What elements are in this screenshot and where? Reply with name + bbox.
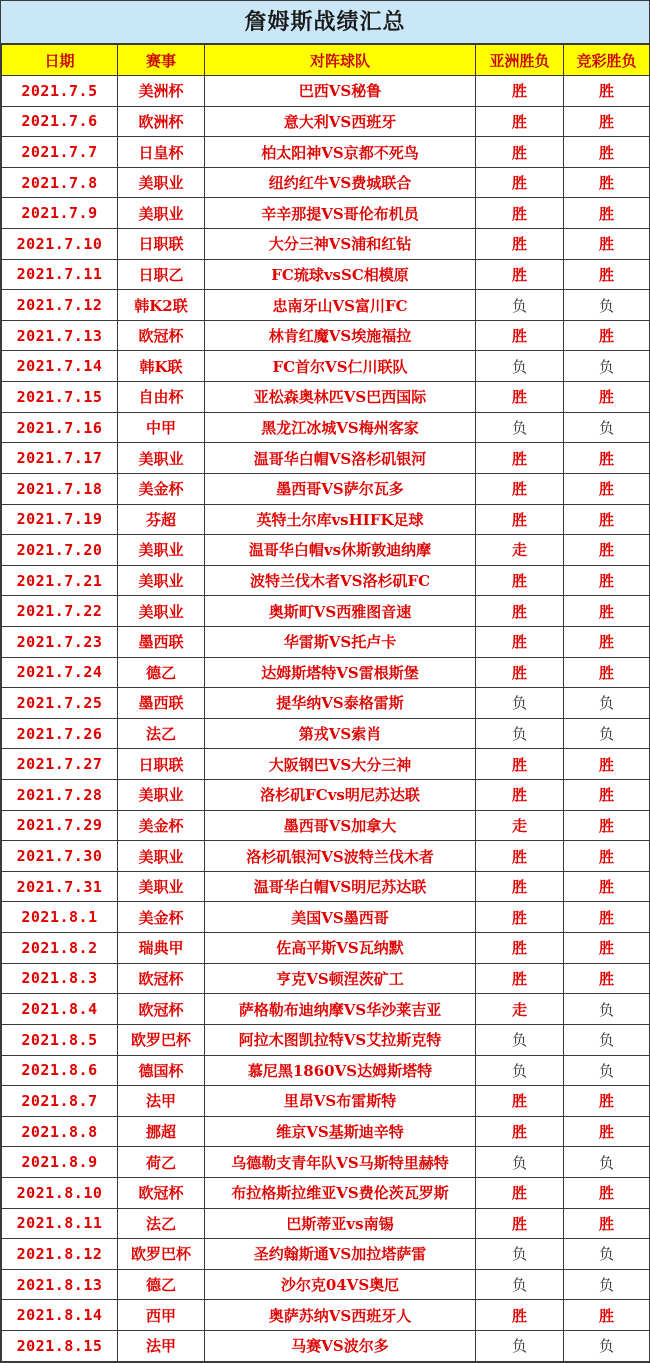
table-row [2, 1330, 650, 1361]
matchup-cell: 亚松森奥林匹VS巴西国际 [205, 382, 476, 413]
table-row [2, 535, 650, 566]
lottery-result-cell: 胜 [564, 1208, 650, 1239]
competition-cell: 德国杯 [118, 1055, 205, 1086]
competition-cell: 美职业 [118, 596, 205, 627]
date-cell: 2021.8.8 [2, 1116, 118, 1147]
table-row [2, 1147, 650, 1178]
lottery-result-cell: 胜 [564, 1300, 650, 1331]
table-row [2, 1024, 650, 1055]
asian-result-cell: 胜 [476, 473, 564, 504]
competition-cell: 美洲杯 [118, 76, 205, 107]
date-cell: 2021.7.29 [2, 810, 118, 841]
header-competition: 赛事 [118, 45, 205, 76]
table-row [2, 933, 650, 964]
date-cell: 2021.7.31 [2, 871, 118, 902]
matchup-cell: 巴斯蒂亚vs南锡 [205, 1208, 476, 1239]
date-cell: 2021.8.13 [2, 1269, 118, 1300]
asian-result-cell: 负 [476, 688, 564, 719]
lottery-result-cell: 负 [564, 290, 650, 321]
table-row [2, 1086, 650, 1117]
competition-cell: 美职业 [118, 841, 205, 872]
matchup-cell: 大分三神VS浦和红钻 [205, 229, 476, 260]
matchup-cell: 柏太阳神VS京都不死鸟 [205, 137, 476, 168]
competition-cell: 法甲 [118, 1086, 205, 1117]
date-cell: 2021.8.15 [2, 1330, 118, 1361]
matchup-cell: 洛杉矶银河VS波特兰伐木者 [205, 841, 476, 872]
lottery-result-cell: 胜 [564, 76, 650, 107]
asian-result-cell: 胜 [476, 504, 564, 535]
competition-cell: 墨西联 [118, 626, 205, 657]
results-table [1, 44, 650, 1362]
asian-result-cell: 胜 [476, 871, 564, 902]
table-row [2, 412, 650, 443]
asian-result-cell: 胜 [476, 443, 564, 474]
lottery-result-cell: 胜 [564, 198, 650, 229]
matchup-cell: 达姆斯塔特VS雷根斯堡 [205, 657, 476, 688]
lottery-result-cell: 负 [564, 1024, 650, 1055]
asian-result-cell: 胜 [476, 229, 564, 260]
date-cell: 2021.7.22 [2, 596, 118, 627]
table-row [2, 902, 650, 933]
competition-cell: 美职业 [118, 198, 205, 229]
matchup-cell: 忠南牙山VS富川FC [205, 290, 476, 321]
date-cell: 2021.8.2 [2, 933, 118, 964]
table-row [2, 198, 650, 229]
lottery-result-cell: 胜 [564, 810, 650, 841]
asian-result-cell: 胜 [476, 320, 564, 351]
date-cell: 2021.8.10 [2, 1177, 118, 1208]
competition-cell: 西甲 [118, 1300, 205, 1331]
asian-result-cell: 胜 [476, 1116, 564, 1147]
asian-result-cell: 负 [476, 290, 564, 321]
lottery-result-cell: 胜 [564, 137, 650, 168]
asian-result-cell: 胜 [476, 1177, 564, 1208]
header-date: 日期 [2, 45, 118, 76]
date-cell: 2021.8.12 [2, 1239, 118, 1270]
lottery-result-cell: 胜 [564, 841, 650, 872]
competition-cell: 法甲 [118, 1330, 205, 1361]
date-cell: 2021.8.14 [2, 1300, 118, 1331]
table-row [2, 841, 650, 872]
competition-cell: 美金杯 [118, 902, 205, 933]
table-row [2, 810, 650, 841]
competition-cell: 挪超 [118, 1116, 205, 1147]
matchup-cell: 美国VS墨西哥 [205, 902, 476, 933]
lottery-result-cell: 胜 [564, 749, 650, 780]
table-row [2, 749, 650, 780]
asian-result-cell: 胜 [476, 626, 564, 657]
table-row [2, 1269, 650, 1300]
competition-cell: 美职业 [118, 443, 205, 474]
competition-cell: 德乙 [118, 657, 205, 688]
lottery-result-cell: 胜 [564, 106, 650, 137]
date-cell: 2021.7.9 [2, 198, 118, 229]
date-cell: 2021.7.26 [2, 718, 118, 749]
asian-result-cell: 胜 [476, 382, 564, 413]
matchup-cell: 阿拉木图凯拉特VS艾拉斯克特 [205, 1024, 476, 1055]
date-cell: 2021.8.3 [2, 963, 118, 994]
table-row [2, 1300, 650, 1331]
matchup-cell: 提华纳VS泰格雷斯 [205, 688, 476, 719]
competition-cell: 欧冠杯 [118, 320, 205, 351]
date-cell: 2021.8.9 [2, 1147, 118, 1178]
asian-result-cell: 走 [476, 810, 564, 841]
competition-cell: 法乙 [118, 1208, 205, 1239]
asian-result-cell: 负 [476, 1330, 564, 1361]
table-row [2, 963, 650, 994]
competition-cell: 欧冠杯 [118, 963, 205, 994]
asian-result-cell: 胜 [476, 167, 564, 198]
matchup-cell: 亨克VS顿涅茨矿工 [205, 963, 476, 994]
asian-result-cell: 负 [476, 351, 564, 382]
header-lottery-result: 竞彩胜负 [564, 45, 650, 76]
competition-cell: 美金杯 [118, 810, 205, 841]
asian-result-cell: 胜 [476, 1208, 564, 1239]
matchup-cell: FC首尔VS仁川联队 [205, 351, 476, 382]
header-row [2, 45, 650, 76]
asian-result-cell: 胜 [476, 933, 564, 964]
competition-cell: 日职联 [118, 749, 205, 780]
table-row [2, 473, 650, 504]
matchup-cell: FC琉球vsSC相模原 [205, 259, 476, 290]
asian-result-cell: 胜 [476, 841, 564, 872]
date-cell: 2021.7.27 [2, 749, 118, 780]
competition-cell: 欧冠杯 [118, 994, 205, 1025]
table-row [2, 565, 650, 596]
date-cell: 2021.7.20 [2, 535, 118, 566]
asian-result-cell: 负 [476, 1024, 564, 1055]
date-cell: 2021.8.7 [2, 1086, 118, 1117]
competition-cell: 荷乙 [118, 1147, 205, 1178]
asian-result-cell: 负 [476, 1147, 564, 1178]
matchup-cell: 英特土尔库vsHIFK足球 [205, 504, 476, 535]
competition-cell: 法乙 [118, 718, 205, 749]
lottery-result-cell: 胜 [564, 626, 650, 657]
matchup-cell: 维京VS基斯迪辛特 [205, 1116, 476, 1147]
matchup-cell: 华雷斯VS托卢卡 [205, 626, 476, 657]
lottery-result-cell: 胜 [564, 443, 650, 474]
matchup-cell: 温哥华白帽VS明尼苏达联 [205, 871, 476, 902]
lottery-result-cell: 胜 [564, 1177, 650, 1208]
lottery-result-cell: 负 [564, 1147, 650, 1178]
matchup-cell: 意大利VS西班牙 [205, 106, 476, 137]
date-cell: 2021.7.23 [2, 626, 118, 657]
matchup-cell: 黑龙江冰城VS梅州客家 [205, 412, 476, 443]
table-row [2, 320, 650, 351]
table-row [2, 1055, 650, 1086]
date-cell: 2021.7.7 [2, 137, 118, 168]
competition-cell: 德乙 [118, 1269, 205, 1300]
lottery-result-cell: 负 [564, 1055, 650, 1086]
lottery-result-cell: 胜 [564, 963, 650, 994]
table-row [2, 871, 650, 902]
lottery-result-cell: 胜 [564, 382, 650, 413]
matchup-cell: 墨西哥VS萨尔瓦多 [205, 473, 476, 504]
asian-result-cell: 胜 [476, 76, 564, 107]
competition-cell: 韩K联 [118, 351, 205, 382]
competition-cell: 日职乙 [118, 259, 205, 290]
lottery-result-cell: 胜 [564, 229, 650, 260]
matchup-cell: 巴西VS秘鲁 [205, 76, 476, 107]
lottery-result-cell: 胜 [564, 1116, 650, 1147]
table-row [2, 229, 650, 260]
asian-result-cell: 胜 [476, 565, 564, 596]
competition-cell: 中甲 [118, 412, 205, 443]
matchup-cell: 圣约翰斯通VS加拉塔萨雷 [205, 1239, 476, 1270]
lottery-result-cell: 负 [564, 412, 650, 443]
table-row [2, 351, 650, 382]
matchup-cell: 墨西哥VS加拿大 [205, 810, 476, 841]
competition-cell: 美金杯 [118, 473, 205, 504]
lottery-result-cell: 负 [564, 1330, 650, 1361]
date-cell: 2021.7.24 [2, 657, 118, 688]
competition-cell: 美职业 [118, 565, 205, 596]
asian-result-cell: 胜 [476, 657, 564, 688]
table-row [2, 1208, 650, 1239]
date-cell: 2021.7.6 [2, 106, 118, 137]
matchup-cell: 洛杉矶FCvs明尼苏达联 [205, 780, 476, 811]
competition-cell: 瑞典甲 [118, 933, 205, 964]
lottery-result-cell: 胜 [564, 535, 650, 566]
table-row [2, 504, 650, 535]
asian-result-cell: 胜 [476, 106, 564, 137]
table-row [2, 106, 650, 137]
table-row [2, 596, 650, 627]
competition-cell: 欧罗巴杯 [118, 1239, 205, 1270]
table-row [2, 1177, 650, 1208]
date-cell: 2021.7.30 [2, 841, 118, 872]
matchup-cell: 第戎VS索肖 [205, 718, 476, 749]
date-cell: 2021.8.11 [2, 1208, 118, 1239]
matchup-cell: 萨格勒布迪纳摩VS华沙莱吉亚 [205, 994, 476, 1025]
lottery-result-cell: 胜 [564, 780, 650, 811]
competition-cell: 芬超 [118, 504, 205, 535]
date-cell: 2021.7.15 [2, 382, 118, 413]
competition-cell: 韩K2联 [118, 290, 205, 321]
matchup-cell: 波特兰伐木者VS洛杉矶FC [205, 565, 476, 596]
matchup-cell: 慕尼黑1860VS达姆斯塔特 [205, 1055, 476, 1086]
asian-result-cell: 胜 [476, 198, 564, 229]
lottery-result-cell: 胜 [564, 902, 650, 933]
table-row [2, 290, 650, 321]
matchup-cell: 林肯红魔VS埃施福拉 [205, 320, 476, 351]
asian-result-cell: 走 [476, 994, 564, 1025]
matchup-cell: 沙尔克04VS奥厄 [205, 1269, 476, 1300]
table-row [2, 137, 650, 168]
table-row [2, 382, 650, 413]
lottery-result-cell: 负 [564, 1239, 650, 1270]
matchup-cell: 布拉格斯拉维亚VS费伦茨瓦罗斯 [205, 1177, 476, 1208]
date-cell: 2021.8.1 [2, 902, 118, 933]
date-cell: 2021.7.28 [2, 780, 118, 811]
lottery-result-cell: 胜 [564, 1086, 650, 1117]
lottery-result-cell: 负 [564, 718, 650, 749]
date-cell: 2021.7.14 [2, 351, 118, 382]
competition-cell: 美职业 [118, 871, 205, 902]
table-row [2, 76, 650, 107]
lottery-result-cell: 负 [564, 351, 650, 382]
matchup-cell: 乌德勒支青年队VS马斯特里赫特 [205, 1147, 476, 1178]
matchup-cell: 纽约红牛VS费城联合 [205, 167, 476, 198]
table-row [2, 688, 650, 719]
matchup-cell: 温哥华白帽vs休斯敦迪纳摩 [205, 535, 476, 566]
date-cell: 2021.7.11 [2, 259, 118, 290]
competition-cell: 美职业 [118, 780, 205, 811]
matchup-cell: 大阪钢巴VS大分三神 [205, 749, 476, 780]
asian-result-cell: 胜 [476, 137, 564, 168]
sheet-title: 詹姆斯战绩汇总 [1, 1, 649, 44]
matchup-cell: 辛辛那提VS哥伦布机员 [205, 198, 476, 229]
competition-cell: 自由杯 [118, 382, 205, 413]
table-row [2, 167, 650, 198]
competition-cell: 日职联 [118, 229, 205, 260]
table-row [2, 780, 650, 811]
date-cell: 2021.7.5 [2, 76, 118, 107]
asian-result-cell: 负 [476, 1239, 564, 1270]
lottery-result-cell: 胜 [564, 596, 650, 627]
competition-cell: 欧冠杯 [118, 1177, 205, 1208]
date-cell: 2021.7.13 [2, 320, 118, 351]
matchup-cell: 奥萨苏纳VS西班牙人 [205, 1300, 476, 1331]
lottery-result-cell: 胜 [564, 259, 650, 290]
lottery-result-cell: 胜 [564, 871, 650, 902]
matchup-cell: 奥斯町VS西雅图音速 [205, 596, 476, 627]
date-cell: 2021.7.18 [2, 473, 118, 504]
header-asian-result: 亚洲胜负 [476, 45, 564, 76]
lottery-result-cell: 胜 [564, 320, 650, 351]
asian-result-cell: 负 [476, 1055, 564, 1086]
date-cell: 2021.7.8 [2, 167, 118, 198]
lottery-result-cell: 胜 [564, 565, 650, 596]
competition-cell: 欧洲杯 [118, 106, 205, 137]
date-cell: 2021.7.19 [2, 504, 118, 535]
table-row [2, 718, 650, 749]
competition-cell: 墨西联 [118, 688, 205, 719]
asian-result-cell: 负 [476, 1269, 564, 1300]
date-cell: 2021.7.12 [2, 290, 118, 321]
header-matchup: 对阵球队 [205, 45, 476, 76]
asian-result-cell: 负 [476, 412, 564, 443]
lottery-result-cell: 胜 [564, 657, 650, 688]
asian-result-cell: 胜 [476, 780, 564, 811]
lottery-result-cell: 胜 [564, 933, 650, 964]
competition-cell: 日皇杯 [118, 137, 205, 168]
lottery-result-cell: 负 [564, 688, 650, 719]
date-cell: 2021.8.5 [2, 1024, 118, 1055]
asian-result-cell: 胜 [476, 902, 564, 933]
matchup-cell: 里昂VS布雷斯特 [205, 1086, 476, 1117]
competition-cell: 美职业 [118, 167, 205, 198]
date-cell: 2021.7.16 [2, 412, 118, 443]
lottery-result-cell: 胜 [564, 167, 650, 198]
asian-result-cell: 胜 [476, 963, 564, 994]
lottery-result-cell: 胜 [564, 473, 650, 504]
lottery-result-cell: 胜 [564, 504, 650, 535]
date-cell: 2021.8.4 [2, 994, 118, 1025]
asian-result-cell: 胜 [476, 259, 564, 290]
table-row [2, 1116, 650, 1147]
competition-cell: 欧罗巴杯 [118, 1024, 205, 1055]
table-row [2, 1239, 650, 1270]
lottery-result-cell: 负 [564, 994, 650, 1025]
table-row [2, 994, 650, 1025]
matchup-cell: 佐高平斯VS瓦纳默 [205, 933, 476, 964]
asian-result-cell: 走 [476, 535, 564, 566]
asian-result-cell: 负 [476, 718, 564, 749]
date-cell: 2021.7.17 [2, 443, 118, 474]
date-cell: 2021.7.21 [2, 565, 118, 596]
table-row [2, 657, 650, 688]
matchup-cell: 温哥华白帽VS洛杉矶银河 [205, 443, 476, 474]
matchup-cell: 马赛VS波尔多 [205, 1330, 476, 1361]
table-row [2, 443, 650, 474]
asian-result-cell: 胜 [476, 596, 564, 627]
competition-cell: 美职业 [118, 535, 205, 566]
asian-result-cell: 胜 [476, 1086, 564, 1117]
table-row [2, 259, 650, 290]
lottery-result-cell: 负 [564, 1269, 650, 1300]
date-cell: 2021.7.25 [2, 688, 118, 719]
asian-result-cell: 胜 [476, 749, 564, 780]
date-cell: 2021.7.10 [2, 229, 118, 260]
asian-result-cell: 胜 [476, 1300, 564, 1331]
date-cell: 2021.8.6 [2, 1055, 118, 1086]
table-row [2, 626, 650, 657]
